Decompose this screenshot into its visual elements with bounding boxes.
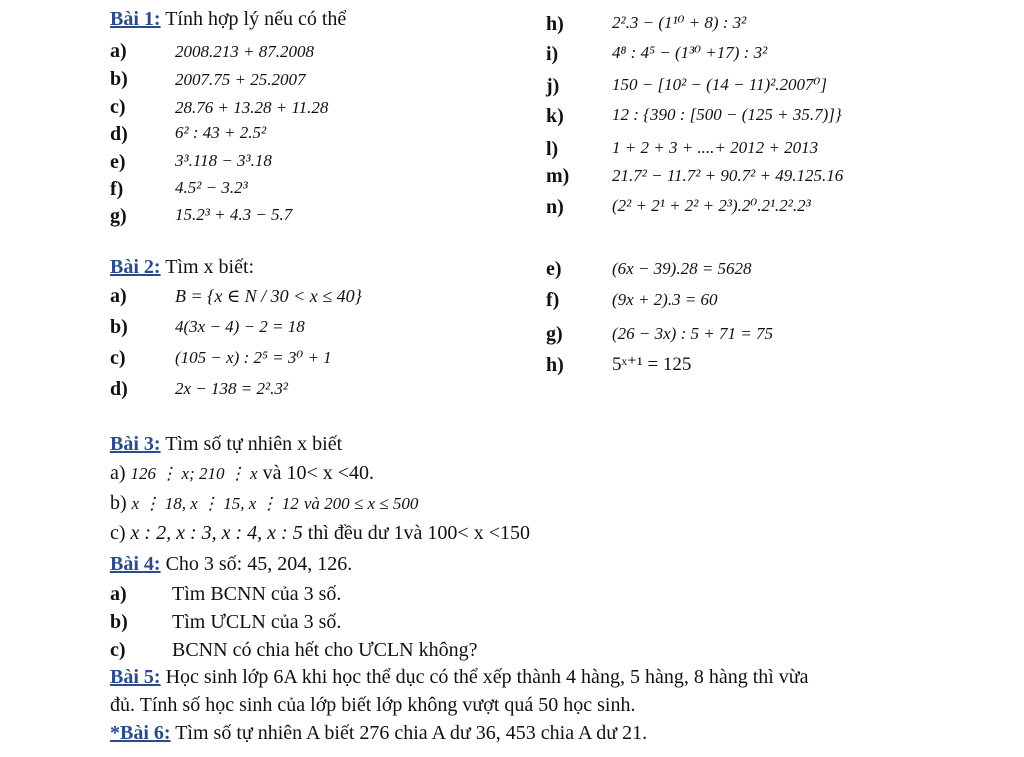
bai3-label-c: c) xyxy=(110,522,126,544)
bai3-expr-a: 126 ⋮ x; 210 ⋮ x xyxy=(130,464,258,483)
bai1-heading: Bài 1: xyxy=(110,8,161,30)
bai5-text-line2: đủ. Tính số học sinh của lớp biết lớp không vượt quá 50 học sinh. xyxy=(110,694,636,716)
bai1-expr-j: 150 − [10² − (14 − 11)².2007⁰] xyxy=(612,75,827,94)
bai3-text-c: thì đều dư 1và 100< x <150 xyxy=(307,522,530,544)
bai2-label-c: c) xyxy=(110,347,126,369)
bai2-expr-g: (26 − 3x) : 5 + 71 = 75 xyxy=(612,324,773,343)
bai4-text-b: Tìm ƯCLN của 3 số. xyxy=(172,611,342,633)
bai2-expr-d: 2x − 138 = 2².3² xyxy=(175,379,288,398)
bai5-heading: Bài 5: xyxy=(110,666,161,688)
bai1-expr-f: 4.5² − 3.2³ xyxy=(175,178,248,197)
bai2-label-g: g) xyxy=(546,323,563,345)
bai1-label-g: g) xyxy=(110,205,127,227)
bai1-expr-n: (2² + 2¹ + 2² + 2³).2⁰.2¹.2².2³ xyxy=(612,196,811,215)
bai2-expr-e: (6x − 39).28 = 5628 xyxy=(612,259,752,278)
bai3-item-a xyxy=(110,461,374,486)
bai2-heading: Bài 2: xyxy=(110,256,161,278)
bai5-line1 xyxy=(110,665,809,689)
bai1-label-h: h) xyxy=(546,13,564,35)
bai2-expr-b: 4(3x − 4) − 2 = 18 xyxy=(175,317,305,336)
bai3-item-c xyxy=(110,521,530,545)
bai2-label-a: a) xyxy=(110,285,127,307)
bai1-expr-l: 1 + 2 + 3 + ....+ 2012 + 2013 xyxy=(612,138,819,157)
bai4-heading: Bài 4: xyxy=(110,553,161,575)
bai1-expr-a: 2008.213 + 87.2008 xyxy=(175,42,314,61)
bai3-text-b: và 200 ≤ x ≤ 500 xyxy=(303,494,419,513)
bai6-text: Tìm số tự nhiên A biết 276 chia A dư 36, 453 chia A dư 21. xyxy=(175,722,648,744)
bai1-expr-m: 21.7² − 11.7² + 90.7² + 49.125.16 xyxy=(612,166,844,185)
bai4-label-b: b) xyxy=(110,611,128,633)
bai1-title xyxy=(110,7,346,31)
bai3-item-b xyxy=(110,491,418,516)
bai3-title xyxy=(110,432,342,456)
bai4-intro: Cho 3 số: 45, 204, 126. xyxy=(165,553,353,575)
bai1-expr-g: 15.2³ + 4.3 − 5.7 xyxy=(175,205,293,224)
bai2-label-f: f) xyxy=(546,289,560,311)
bai1-label-k: k) xyxy=(546,105,564,127)
bai1-label-e: e) xyxy=(110,151,126,173)
bai6-line xyxy=(110,721,647,745)
bai1-expr-d: 6² : 43 + 2.5² xyxy=(175,123,267,142)
bai1-intro: Tính hợp lý nếu có thể xyxy=(165,8,347,30)
bai1-label-b: b) xyxy=(110,68,128,90)
bai1-label-a: a) xyxy=(110,40,127,62)
bai2-label-d: d) xyxy=(110,378,128,400)
bai4-label-a: a) xyxy=(110,583,127,605)
bai1-expr-e: 3³.118 − 3³.18 xyxy=(175,151,272,170)
bai1-label-f: f) xyxy=(110,178,124,200)
bai1-expr-k: 12 : {390 : [500 − (125 + 35.7)]} xyxy=(612,105,842,124)
bai3-intro: Tìm số tự nhiên x biết xyxy=(165,433,343,455)
bai2-title xyxy=(110,255,254,279)
bai4-title xyxy=(110,552,352,576)
bai1-label-m: m) xyxy=(546,165,570,187)
bai3-heading: Bài 3: xyxy=(110,433,161,455)
bai1-label-n: n) xyxy=(546,196,564,218)
bai1-expr-i: 4⁸ : 4⁵ − (1³⁰ +17) : 3² xyxy=(612,43,768,62)
bai2-label-b: b) xyxy=(110,316,128,338)
bai2-intro: Tìm x biết: xyxy=(165,256,255,278)
bai2-expr-c: (105 − x) : 2⁵ = 3⁰ + 1 xyxy=(175,348,332,367)
bai5-text-line1: Học sinh lớp 6A khi học thể dục có thể xếp thành 4 hàng, 5 hàng, 8 hàng thì vừa xyxy=(165,666,809,688)
bai1-label-c: c) xyxy=(110,96,126,118)
bai1-label-j: j) xyxy=(546,75,560,97)
bai2-expr-h: 5ˣ⁺¹ = 125 xyxy=(612,354,692,375)
bai3-label-a: a) xyxy=(110,462,126,484)
bai2-expr-a: B = {x ∈ N / 30 < x ≤ 40} xyxy=(175,286,362,306)
bai2-label-e: e) xyxy=(546,258,562,280)
bai1-label-l: l) xyxy=(546,138,559,160)
bai4-text-c: BCNN có chia hết cho ƯCLN không? xyxy=(172,639,478,661)
bai1-expr-c: 28.76 + 13.28 + 11.28 xyxy=(175,98,329,117)
bai3-text-a: và 10< x <40. xyxy=(262,462,374,484)
bai2-label-h: h) xyxy=(546,354,564,376)
bai2-expr-f: (9x + 2).3 = 60 xyxy=(612,290,718,309)
bai1-expr-h: 2².3 − (1¹⁰ + 8) : 3² xyxy=(612,13,747,32)
bai3-expr-b: x ⋮ 18, x ⋮ 15, x ⋮ 12 xyxy=(131,494,299,513)
bai3-expr-c: x : 2, x : 3, x : 4, x : 5 xyxy=(130,522,303,544)
bai1-expr-b: 2007.75 + 25.2007 xyxy=(175,70,306,89)
bai4-label-c: c) xyxy=(110,639,126,661)
bai1-label-d: d) xyxy=(110,123,128,145)
bai4-text-a: Tìm BCNN của 3 số. xyxy=(172,583,342,605)
bai6-heading: *Bài 6: xyxy=(110,722,171,744)
bai1-label-i: i) xyxy=(546,43,559,65)
bai3-label-b: b) xyxy=(110,492,127,514)
